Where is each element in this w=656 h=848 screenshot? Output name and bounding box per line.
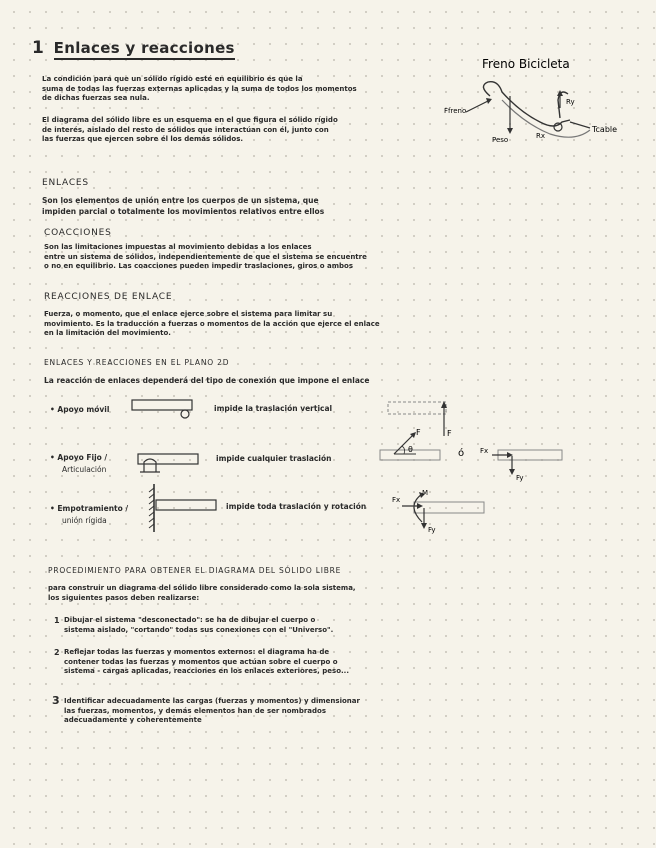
text-line: Son los elementos de unión entre los cuerpos de un sistema, que — [42, 196, 319, 205]
step-1 — [54, 616, 333, 635]
force-f-label-2: F — [416, 428, 421, 437]
text-line: La condición para que un sólido rígido esté en equilibrio es que la — [42, 75, 303, 83]
text-line: El diagrama del sólido libre es un esquema en el que figura el sólido rígido — [42, 116, 338, 124]
support-name-2: unión rígida — [62, 516, 107, 525]
theta-label: θ — [408, 445, 413, 454]
support-name: Apoyo Fijo / — [57, 453, 108, 462]
brake-lever-shape — [483, 82, 570, 126]
tcable-label: Tcable — [592, 125, 618, 134]
fy-label: Fy — [516, 474, 524, 482]
coacciones-heading: COACCIONES — [44, 228, 112, 238]
text-line: los siguientes pasos deben realizarse: — [48, 593, 200, 602]
step-3 — [52, 694, 360, 726]
bullet: • — [50, 453, 55, 462]
title-text: Enlaces y reacciones — [54, 39, 235, 60]
text-line: sistema aislado, "cortando" todas sus conexiones con el "Universo". — [64, 625, 334, 634]
ry-label: Ry — [566, 98, 575, 106]
freno-label: Ffreno — [444, 107, 467, 115]
text-line: impiden parcial o totalmente los movimientos relativos entre ellos — [42, 207, 325, 216]
support-name-2: Articulación — [62, 465, 107, 474]
coacciones-text — [44, 243, 367, 272]
bullet: • — [50, 504, 55, 513]
freno-arrow — [466, 100, 490, 112]
support-name: Empotramiento / — [57, 504, 129, 513]
text-line: Reflejar todas las fuerzas y momentos externos: el diagrama ha de — [64, 648, 330, 656]
tcable-arrow — [570, 122, 590, 128]
intro-paragraph-2 — [42, 116, 392, 145]
procedimiento-intro — [48, 584, 356, 603]
support-apoyo-movil-label — [50, 405, 109, 414]
bullet: • — [50, 405, 55, 414]
text-line: suma de todas las fuerzas externas aplicadas y la suma de todos los momentos — [42, 84, 357, 93]
empotramiento-sketch — [146, 482, 222, 534]
fx-label: Fx — [480, 447, 489, 455]
text-line: sistema - cargas aplicadas, reacciones en los enlaces exteriores, peso... — [64, 667, 349, 675]
text-line: de interés, aislado del resto de sólidos que interactúan con él, junto con — [42, 125, 329, 134]
empotramiento-reactions — [388, 484, 492, 536]
support-empotramiento-label — [50, 503, 128, 527]
step-number: 1 — [54, 616, 60, 625]
text-line: o no en equilibrio. Las coacciones pueden impedir traslaciones, giros o ambos — [44, 262, 354, 270]
or-label: ó — [458, 448, 465, 459]
apoyo-fijo-desc: impide cualquier traslación — [216, 454, 332, 463]
fy-label-2: Fy — [428, 526, 436, 534]
force-f-label: F — [447, 429, 452, 438]
text-line: entre un sistema de sólidos, independientemente de que el sistema se encuentre — [44, 252, 367, 261]
text-line: las fuerzas que ejercen sobre él los demás sólidos. — [42, 135, 244, 143]
rx-label: Rx — [536, 132, 546, 140]
text-line: de dichas fuerzas sea nula. — [42, 94, 150, 102]
page-title — [32, 38, 235, 58]
title-number: 1 — [32, 38, 45, 58]
bike-title: Freno Bicicleta — [482, 57, 570, 71]
text-line: contener todas las fuerzas y momentos que actúan sobre el cuerpo o — [64, 657, 338, 666]
procedimiento-heading: PROCEDIMIENTO PARA OBTENER EL DIAGRAMA DEL SÓLIDO LIBRE — [48, 566, 342, 575]
apoyo-movil-desc: impide la traslación vertical — [214, 404, 333, 413]
apoyo-movil-sketch — [128, 396, 198, 420]
text-line: Fuerza, o momento, que el enlace ejerce sobre el sistema para limitar su — [44, 310, 333, 318]
reacciones-heading: REACCIONES DE ENLACE — [44, 292, 173, 302]
text-line: Identificar adecuadamente las cargas (fuerzas y momentos) y dimensionar — [64, 697, 360, 705]
text-line: Son las limitaciones impuestas al movimiento debidas a los enlaces — [44, 243, 312, 251]
bike-brake-diagram — [430, 52, 630, 152]
plano2d-heading: ENLACES Y REACCIONES EN EL PLANO 2D — [44, 358, 230, 367]
text-line: adecuadamente y coherentemente — [64, 716, 202, 724]
fx-label-2: Fx — [392, 496, 401, 504]
text-line: para construir un diagrama del sólido libre considerado como la sola sistema, — [48, 584, 356, 592]
empotramiento-desc: impide toda traslación y rotación — [226, 502, 367, 511]
step-number: 2 — [54, 648, 60, 657]
pivot-circle — [554, 123, 562, 131]
step-2 — [54, 648, 349, 677]
m-label: M — [422, 489, 429, 497]
enlaces-heading: ENLACES — [42, 178, 89, 188]
apoyo-fijo-reactions — [376, 424, 576, 486]
text-line: en la limitación del movimiento. — [44, 329, 171, 337]
plano2d-line: La reacción de enlaces dependerá del tipo de conexión que impone el enlace — [44, 376, 370, 385]
support-apoyo-fijo-label — [50, 452, 107, 476]
support-name: Apoyo móvil — [57, 405, 110, 414]
text-line: movimiento. Es la traducción a fuerzas o momentos de la acción que ejerce el enlace — [44, 319, 380, 328]
enlaces-text — [42, 195, 324, 217]
text-line: Dibujar el sistema "desconectado": se ha de dibujar el cuerpo o — [64, 616, 316, 624]
intro-paragraph-1 — [42, 75, 392, 104]
text-line: las fuerzas, momentos, y demás elementos han de ser nombrados — [64, 706, 327, 715]
apoyo-fijo-sketch — [134, 448, 204, 476]
peso-label: Peso — [492, 136, 509, 144]
step-number: 3 — [52, 694, 60, 707]
reacciones-text — [44, 310, 380, 339]
